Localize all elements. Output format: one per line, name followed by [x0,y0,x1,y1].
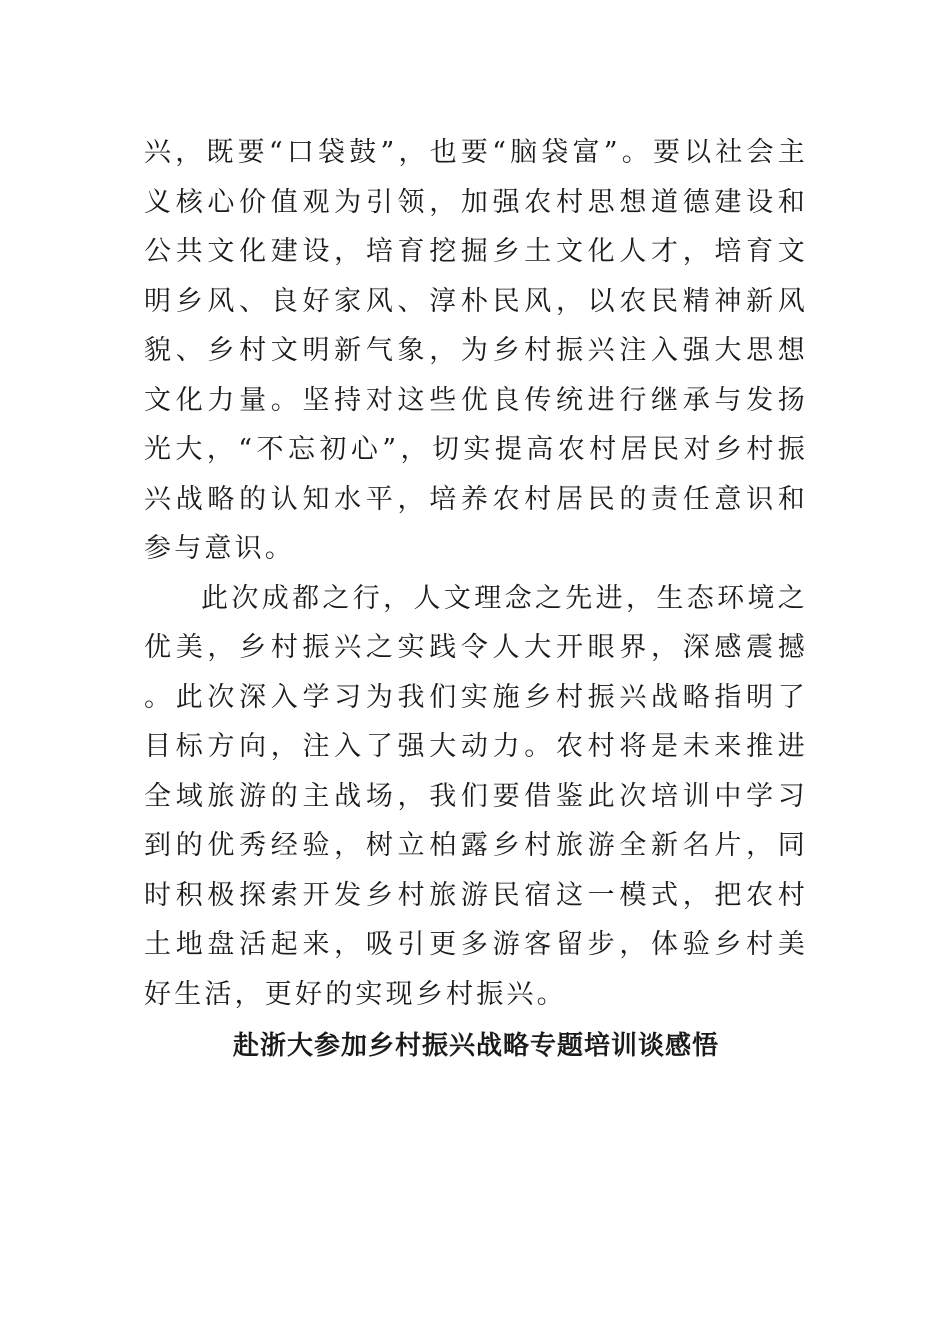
body-paragraph: 此次成都之行，人文理念之先进，生态环境之优美，乡村振兴之实践令人大开眼界，深感震撼。此次深入学习为我们实施乡村振兴战略指明了目标方向，注入了强大动力。农村将是未来推进全域旅游的主战场，我们要借鉴此次培训中学习到的优秀经验，树立柏露乡村旅游全新名片，同时积极探索开发乡村旅游民宿这一模式，把农村土地盘活起来，吸引更多游客留步，体验乡村美好生活，更好的实现乡村振兴。 [144,582,808,1010]
document-body [144,128,808,1073]
body-paragraph: 兴，既要“口袋鼓”，也要“脑袋富”。要以社会主义核心价值观为引领，加强农村思想道德建设和公共文化建设，培育挖掘乡土文化人才，培育文明乡风、良好家风、淳朴民风，以农民精神新风貌、乡村文明新气象，为乡村振兴注入强大思想文化力量。坚持对这些优良传统进行继承与发扬光大，“不忘初心”，切实提高农村居民对乡村振兴战略的认知水平，培养农村居民的责任意识和参与意识。 [144,137,808,564]
section-heading: 赴浙大参加乡村振兴战略专题培训谈感悟 [232,1031,719,1061]
